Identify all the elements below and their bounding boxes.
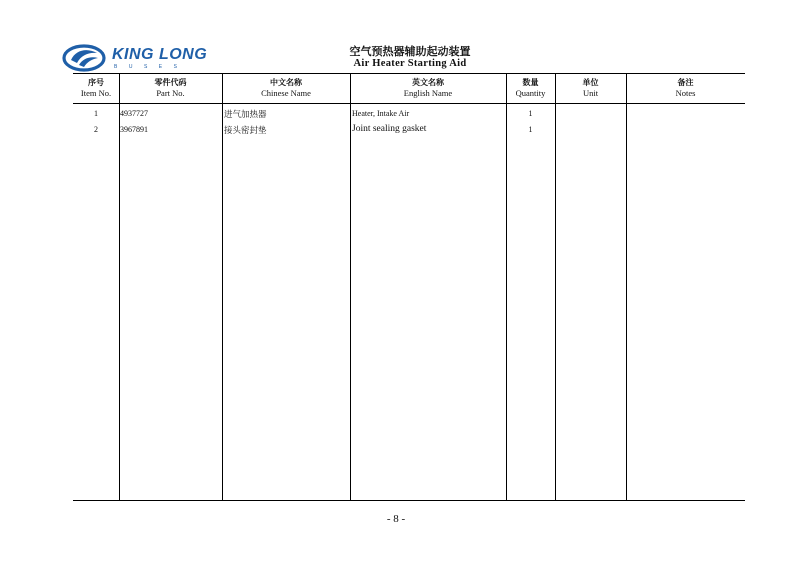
column-header-chinese-name [222,77,350,98]
table-top-rule [73,73,745,74]
column-header-en: English Name [403,88,453,98]
english-name: Heater, Intake Air [352,109,410,118]
brand-subtext: BUSES [114,64,189,70]
table-header-rule [73,103,745,104]
column-divider [626,73,627,500]
english-name: Joint sealing gasket [352,124,427,134]
king-long-logo [62,44,222,72]
column-header-unit [555,77,626,98]
item-number: 1 [94,109,98,118]
column-header-cn: 英文名称 [412,78,444,87]
column-divider [222,73,223,500]
page-title-english: Air Heater Starting Aid [353,58,467,69]
item-number: 2 [94,125,98,134]
chinese-name: 进气加热器 [224,110,267,120]
column-header-cn: 备注 [677,78,694,87]
king-long-emblem-icon [62,44,106,72]
column-divider [555,73,556,500]
column-header-en: Unit [582,88,599,98]
column-header-cn: 中文名称 [270,78,302,87]
column-header-english-name [350,77,506,98]
table-bottom-rule [73,500,745,501]
column-header-en: Notes [675,88,696,98]
column-header-en: Item No. [80,88,112,98]
part-number: 4937727 [120,109,148,118]
page-number: - 8 - [386,513,406,525]
column-header-cn: 数量 [522,78,539,87]
column-header-quantity [506,77,555,98]
column-header-item-no [73,77,119,98]
column-header-en: Quantity [515,88,546,98]
column-header-en: Chinese Name [261,88,311,98]
quantity: 1 [528,125,533,134]
column-header-cn: 单位 [582,78,599,87]
column-header-cn: 序号 [88,78,104,87]
chinese-name: 接头密封垫 [224,126,267,136]
column-header-en: Part No. [156,88,185,98]
column-divider [119,73,120,500]
column-header-part-no [119,77,222,98]
page-title-chinese: 空气预热器辅助起动装置 [349,45,471,58]
brand-name: KING LONG [112,46,208,63]
column-header-notes [626,77,745,98]
quantity: 1 [528,109,533,118]
column-header-cn: 零件代码 [154,78,187,87]
column-divider [506,73,507,500]
part-number: 3967891 [120,125,148,134]
column-divider [350,73,351,500]
